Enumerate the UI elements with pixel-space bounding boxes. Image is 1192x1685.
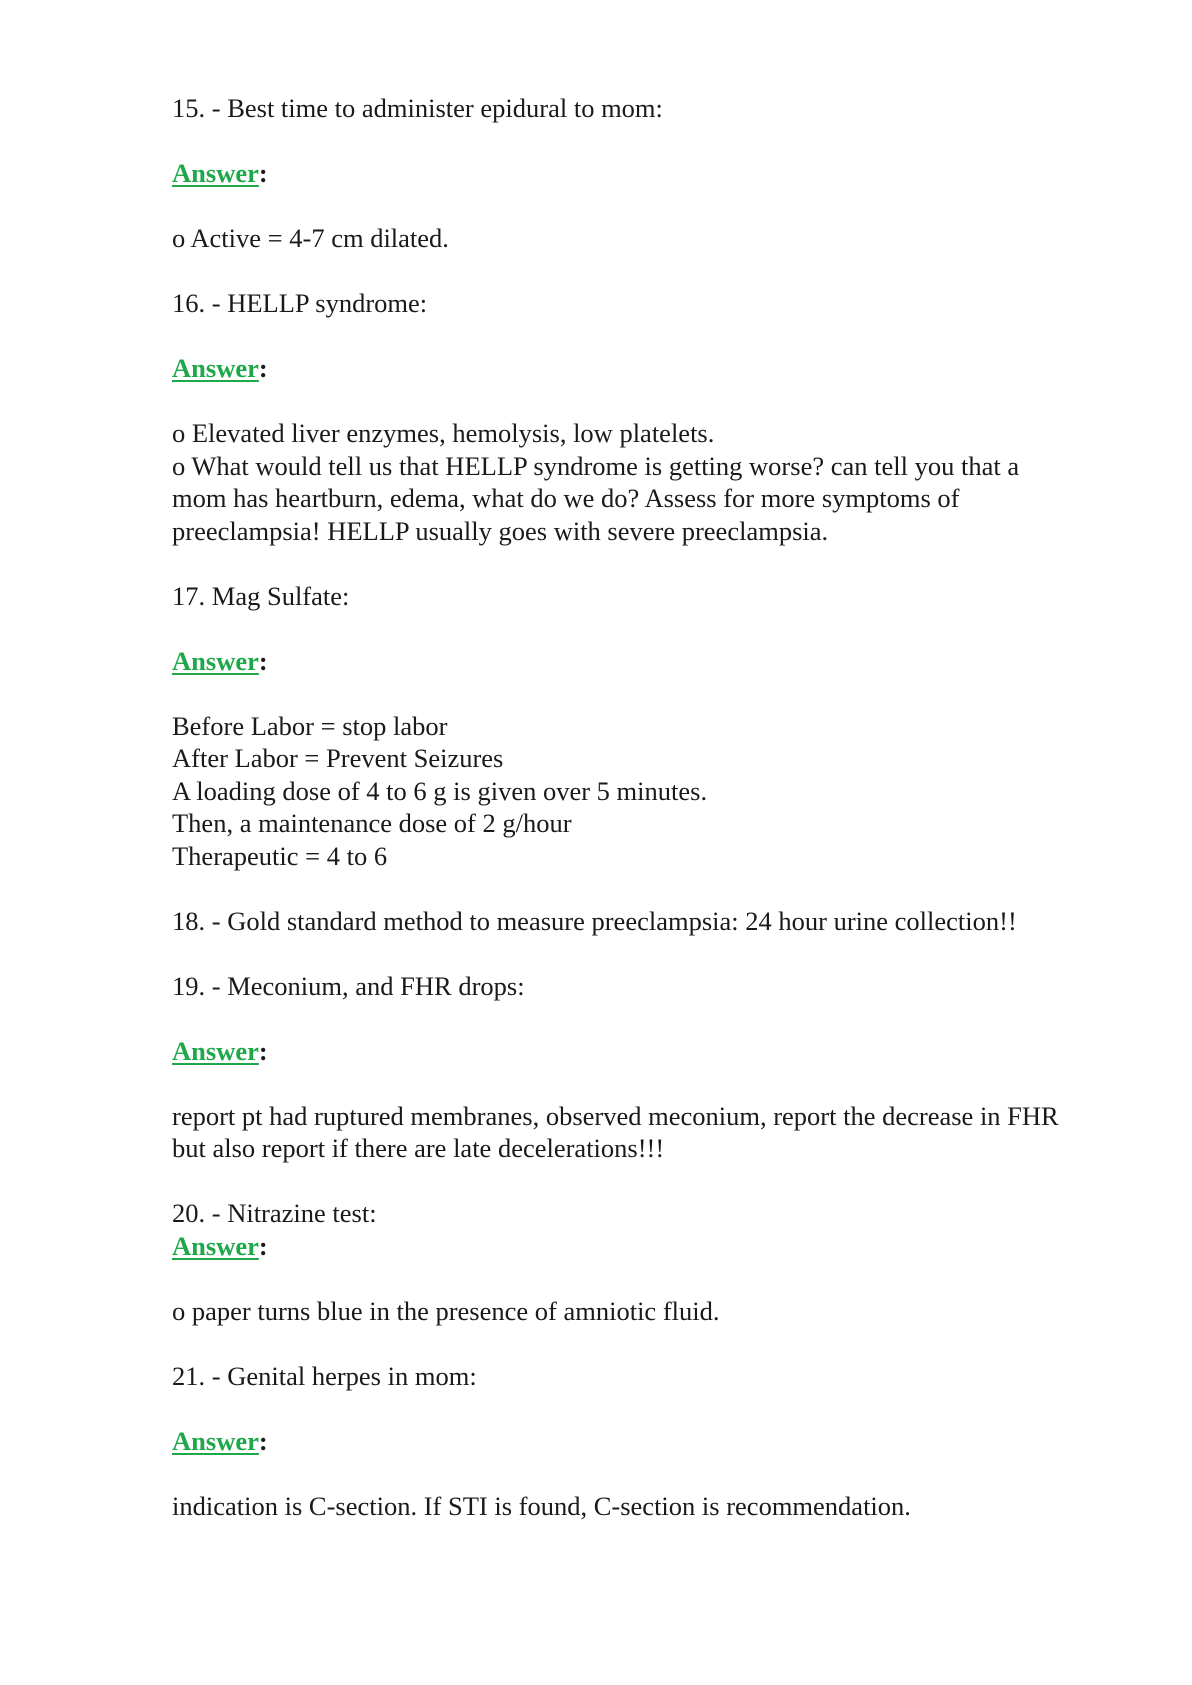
answer-body-19 — [172, 1100, 1072, 1165]
answer-heading-21 — [172, 1425, 1072, 1458]
question-21: 21. - Genital herpes in mom: — [172, 1360, 477, 1391]
answer-line: report pt had ruptured membranes, observed meconium, report the decrease in FHR but also report if there are late decelerations!!! — [172, 1100, 1059, 1163]
answer-line: Therapeutic = 4 to 6 — [172, 840, 388, 871]
answer-line: indication is C-section. If STI is found, C-section is recommendation. — [172, 1490, 911, 1521]
answer-label: Answer — [172, 158, 259, 188]
answer-heading-16 — [172, 352, 1072, 385]
question-15: 15. - Best time to administer epidural to mom: — [172, 93, 663, 123]
answer-body-21 — [172, 1490, 1072, 1523]
answer-colon: : — [258, 1035, 268, 1066]
question-17: 17. Mag Sulfate: — [172, 580, 350, 611]
answer-line: Before Labor = stop labor — [172, 710, 448, 741]
answer-body-17 — [172, 710, 1072, 873]
answer-heading-17 — [172, 645, 1072, 678]
answer-colon: : — [258, 353, 268, 383]
answer-line: o Active = 4-7 cm dilated. — [172, 223, 449, 253]
question-18: 18. - Gold standard method to measure preeclampsia: 24 hour urine collection!! — [172, 905, 1017, 936]
answer-heading-19 — [172, 1035, 1072, 1068]
answer-label: Answer — [172, 1035, 259, 1066]
answer-body-20 — [172, 1295, 1072, 1328]
answer-line: o paper turns blue in the presence of amniotic fluid. — [172, 1295, 720, 1326]
answer-line: A loading dose of 4 to 6 g is given over 5 minutes. — [172, 775, 708, 806]
answer-heading-20 — [172, 1230, 1072, 1263]
answer-heading-15 — [172, 157, 1072, 190]
question-16: 16. - HELLP syndrome: — [172, 288, 428, 318]
answer-label: Answer — [172, 1230, 259, 1261]
answer-label: Answer — [172, 645, 259, 676]
answer-line: Then, a maintenance dose of 2 g/hour — [172, 808, 572, 838]
answer-body-15 — [172, 222, 1072, 255]
document-page — [172, 92, 1072, 1555]
question-20: 20. - Nitrazine test: — [172, 1198, 377, 1228]
answer-colon: : — [258, 1230, 268, 1261]
answer-label: Answer — [172, 353, 259, 383]
answer-colon: : — [258, 1425, 268, 1456]
answer-body-16 — [172, 417, 1072, 547]
answer-colon: : — [258, 158, 268, 188]
answer-colon: : — [258, 645, 268, 676]
question-19: 19. - Meconium, and FHR drops: — [172, 970, 525, 1001]
answer-line: o Elevated liver enzymes, hemolysis, low platelets. — [172, 418, 715, 448]
answer-line: After Labor = Prevent Seizures — [172, 743, 504, 773]
answer-line: o What would tell us that HELLP syndrome is getting worse? can tell you that a mom has heartburn, edema, what do we do? Assess for more symptoms of preeclampsia! HELLP usually goes with severe preeclampsia. — [172, 450, 1020, 546]
answer-label: Answer — [172, 1425, 259, 1456]
